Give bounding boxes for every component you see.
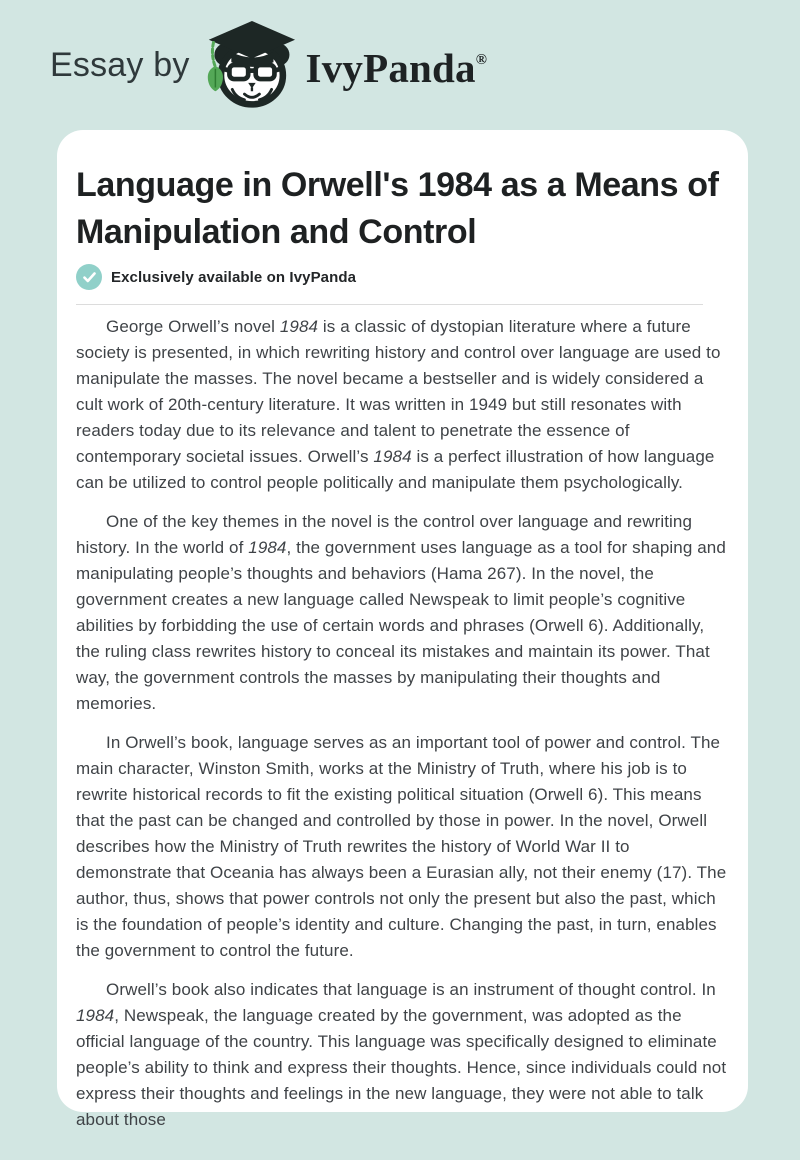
ivypanda-logo[interactable] (204, 20, 298, 110)
essay-paragraph: In Orwell’s book, language serves as an important tool of power and control. The main character, Winston Smith, works at the Ministry of Truth, where his job is to rewrite historical records to fit the existing political situation (Orwell 6). This means that the past can be changed and controlled by those in power. In the novel, Orwell describes how the Ministry of Truth rewrites the history of World War II to demonstrate that Oceania has always been a Eurasian ally, not their enemy (17). The author, thus, shows that power controls not only the present but also the past, which is the foundation of people’s identity and culture. Changing the past, in turn, enables the government to control the future. (76, 733, 727, 960)
badge-label: Exclusively available on IvyPanda (111, 268, 357, 286)
essay-paragraph: Orwell’s book also indicates that language is an instrument of thought control. In 1984, Newspeak, the language created by the government, was adopted as the official language of the country. This language was specifically designed to eliminate people’s ability to think and express their thoughts. Hence, since individuals could not express their thoughts and feelings in the new language, they were not able to talk about those (76, 980, 727, 1129)
exclusive-badge (76, 264, 727, 290)
essay-card (57, 130, 748, 1129)
brand-name[interactable]: IvyPanda® (305, 44, 488, 91)
essay-by-label: Essay by (50, 45, 190, 84)
essay-title: Language in Orwell's 1984 as a Means of Manipulation and Control (76, 166, 719, 251)
essay-paragraph: George Orwell’s novel 1984 is a classic of dystopian literature where a future society is presented, in which rewriting history and control over language are used to manipulate the masses. The novel became a bestseller and is widely considered a cult work of 20th-century literature. It was written in 1949 but still resonates with readers today due to its relevance and talent to penetrate the essence of contemporary societal issues. Orwell’s 1984 is a perfect illustration of how language can be utilized to control people politically and manipulate them psychologically. (76, 317, 721, 492)
divider (76, 304, 703, 305)
essay-body (76, 314, 727, 1133)
registered-mark: ® (475, 51, 488, 68)
check-icon (76, 264, 102, 290)
essay-paragraph: One of the key themes in the novel is the control over language and rewriting history. In the world of 1984, the government uses language as a tool for shaping and manipulating people’s thoughts and behaviors (Hama 267). In the novel, the government creates a new language called Newspeak to limit people’s cognitive abilities by forbidding the use of certain words and phrases (Orwell 6). Additionally, the ruling class rewrites history to conceal its mistakes and maintain its power. That way, the government controls the masses by manipulating their thoughts and memories. (76, 512, 726, 713)
page-header (50, 0, 487, 130)
panda-graduate-icon (204, 20, 298, 110)
